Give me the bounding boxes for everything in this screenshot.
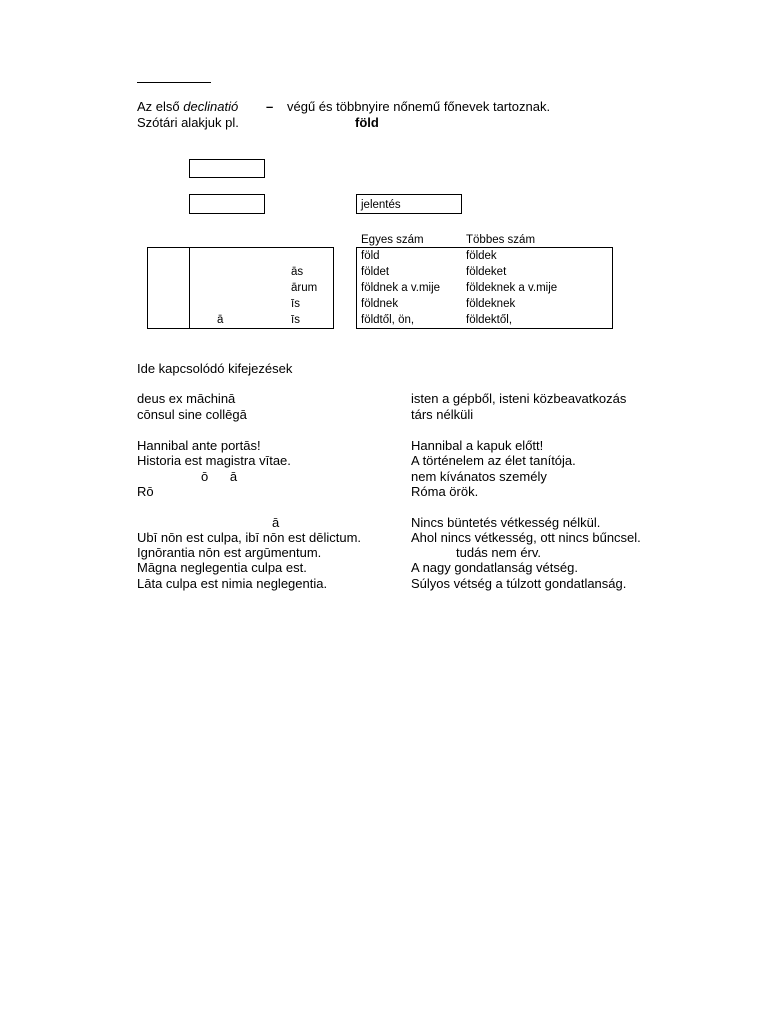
intro-text-a: Az első (137, 99, 180, 114)
latin-phrase: cōnsul sine collēgā (137, 407, 247, 422)
plural-form: földek (466, 250, 497, 262)
intro-line-2: Szótári alakjuk pl. (137, 115, 239, 130)
intro-text-b: végű és többnyire nőnemű főnevek tartoznak. (287, 99, 551, 114)
ending-prefix-cell: ā (217, 314, 224, 326)
hungarian-translation: Súlyos vétség a túlzott gondatlanság. (411, 576, 627, 591)
hungarian-translation: tudás nem érv. (456, 545, 542, 560)
ending-cell: ārum (291, 282, 318, 294)
hungarian-translation: nem kívánatos személy (411, 469, 547, 484)
intro-declinatio: declinatió (183, 99, 239, 114)
latin-phrase: Hannibal ante portās! (137, 438, 261, 453)
singular-form: földnek a v.mije (361, 282, 441, 294)
dictionary-form-example: föld (355, 115, 379, 130)
hungarian-translation: társ nélküli (411, 407, 474, 422)
hungarian-translation: Ahol nincs vétkesség, ott nincs bűncsel. (411, 530, 641, 545)
latin-phrase: Historia est magistra vītae. (137, 453, 291, 468)
latin-phrase: ā (272, 515, 280, 530)
latin-phrase: Māgna neglegentia culpa est. (137, 560, 307, 575)
plural-form: földeket (466, 266, 507, 278)
singular-form: föld (361, 250, 380, 262)
top-rule (137, 82, 211, 83)
hungarian-translation: Hannibal a kapuk előtt! (411, 438, 544, 453)
ending-cell: īs (291, 314, 300, 326)
header-singular: Egyes szám (361, 234, 424, 246)
ending-cell: īs (291, 298, 300, 310)
latin-phrase: deus ex māchinā (137, 391, 236, 406)
plural-form: földektől, (466, 314, 513, 326)
plural-form: földeknek (466, 298, 516, 310)
latin-phrase: Rō (137, 484, 154, 499)
meaning-label: jelentés (361, 199, 401, 211)
latin-phrase: ō ā (201, 469, 238, 484)
empty-box-2 (189, 194, 265, 214)
intro-dash: – (266, 99, 274, 114)
hungarian-translation: A nagy gondatlanság vétség. (411, 560, 578, 575)
empty-box-1 (189, 159, 265, 178)
hungarian-translation: Róma örök. (411, 484, 479, 499)
endings-table-divider (189, 247, 190, 329)
meaning-box (356, 194, 462, 214)
plural-form: földeknek a v.mije (466, 282, 558, 294)
latin-phrase: Ignōrantia nōn est argūmentum. (137, 545, 322, 560)
singular-form: földet (361, 266, 390, 278)
intro-line-1 (137, 99, 238, 114)
latin-phrase: Lāta culpa est nimia neglegentia. (137, 576, 328, 591)
latin-phrase: Ubī nōn est culpa, ibī nōn est dēlictum. (137, 530, 362, 545)
ending-cell: ās (291, 266, 304, 278)
hungarian-translation: A történelem az élet tanítója. (411, 453, 576, 468)
phrases-heading: Ide kapcsolódó kifejezések (137, 361, 293, 376)
header-plural: Többes szám (466, 234, 536, 246)
hungarian-translation: isten a gépből, isteni közbeavatkozás (411, 391, 627, 406)
hungarian-translation: Nincs büntetés vétkesség nélkül. (411, 515, 601, 530)
singular-form: földtől, ön, (361, 314, 415, 326)
singular-form: földnek (361, 298, 399, 310)
